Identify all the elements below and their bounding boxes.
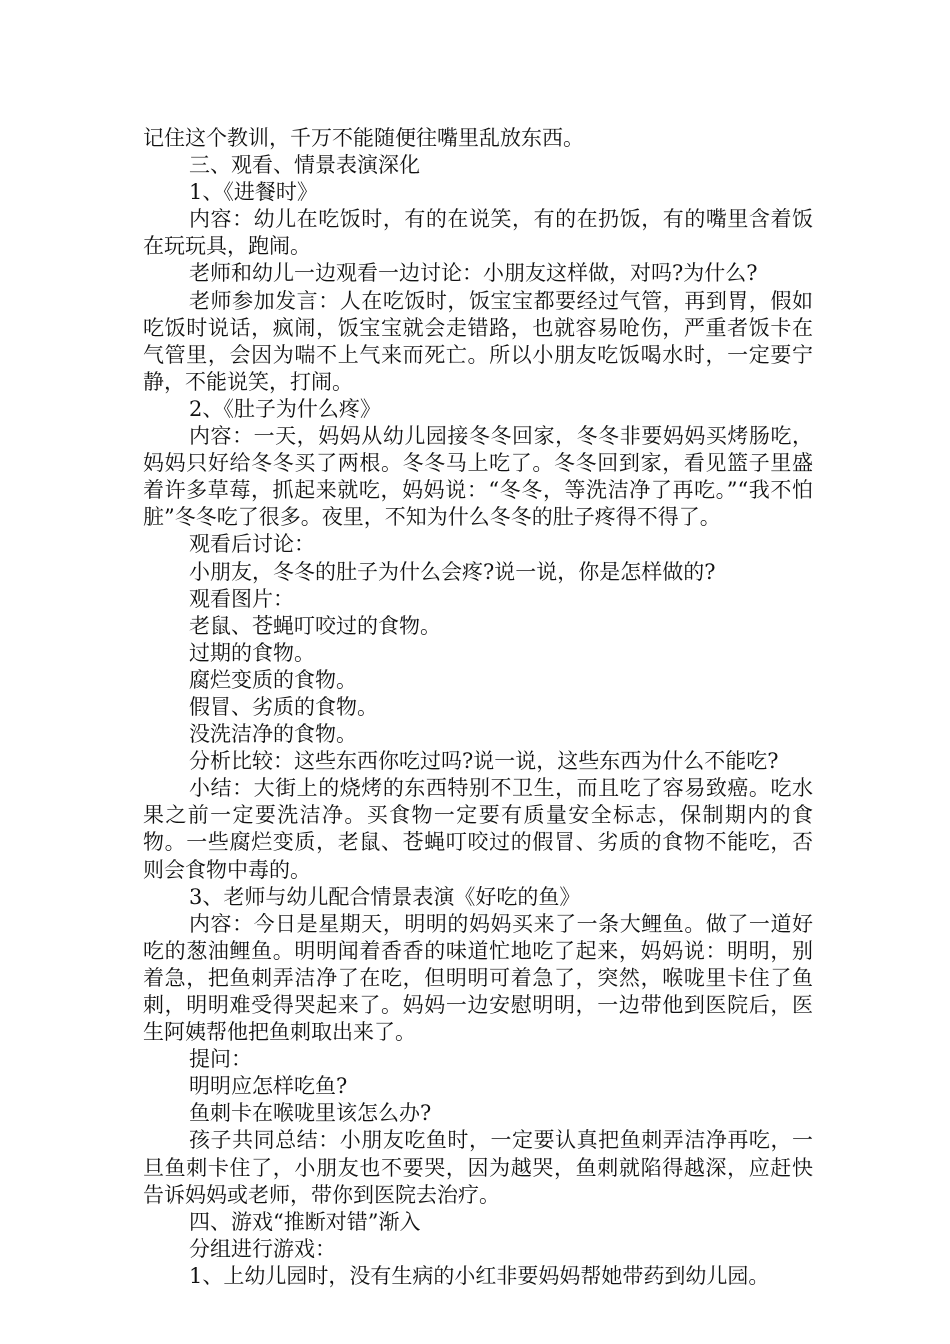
list-item: 过期的食物。	[189, 640, 315, 665]
list-item: 明明应怎样吃鱼?	[189, 1074, 348, 1099]
paragraph: 内容：一天，妈妈从幼儿园接冬冬回家，冬冬非要妈妈买烤肠吃，妈妈只好给冬冬买了两根。冬冬马上吃了。冬冬回到家，看见篮子里盛着许多草莓，抓起来就吃，妈妈说：“冬冬，等洗洁净了再吃。”“我不怕脏”冬冬吃了很多。夜里，不知为什么冬冬的肚子疼得不得了。	[143, 424, 813, 530]
list-item: 没洗洁净的食物。	[189, 722, 357, 747]
paragraph: 老师和幼儿一边观看一边讨论：小朋友这样做，对吗?为什么?	[189, 261, 758, 286]
paragraph: 分析比较：这些东西你吃过吗?说一说，这些东西为什么不能吃?	[189, 749, 779, 774]
subsection-heading: 1、《进餐时》	[189, 180, 318, 205]
paragraph: 孩子共同总结：小朋友吃鱼时，一定要认真把鱼刺弄洁净再吃，一旦鱼刺卡住了，小朋友也不要哭，因为越哭，鱼刺就陷得越深，应赶快告诉妈妈或老师，带你到医院去治疗。	[143, 1128, 813, 1207]
subsection-heading: 3、老师与幼儿配合情景表演《好吃的鱼》	[189, 884, 581, 909]
subsection-heading: 2、《肚子为什么疼》	[189, 396, 381, 421]
list-item: 老鼠、苍蝇叮咬过的食物。	[189, 613, 441, 638]
section-heading: 三、观看、情景表演深化	[189, 153, 420, 178]
paragraph: 小朋友，冬冬的肚子为什么会疼?说一说，你是怎样做的?	[189, 559, 716, 584]
paragraph: 观看后讨论：	[189, 532, 315, 557]
paragraph: 老师参加发言：人在吃饭时，饭宝宝都要经过气管，再到胃，假如吃饭时说话，疯闹，饭宝宝就会走错路，也就容易呛伤，严重者饭卡在气管里，会因为喘不上气来而死亡。所以小朋友吃饭喝水时，一定要宁静，不能说笑，打闹。	[143, 288, 813, 394]
paragraph: 内容：今日是星期天，明明的妈妈买来了一条大鲤鱼。做了一道好吃的葱油鲤鱼。明明闻着香香的味道忙地吃了起来，妈妈说：明明，别着急，把鱼刺弄洁净了在吃，但明明可着急了，突然，喉咙里卡住了鱼刺，明明难受得哭起来了。妈妈一边安慰明明，一边带他到医院后，医生阿姨帮他把鱼刺取出来了。	[143, 911, 813, 1045]
paragraph: 小结：大街上的烧烤的东西特别不卫生，而且吃了容易致癌。吃水果之前一定要洗洁净。买食物一定要有质量安全标志，保制期内的食物。一些腐烂变质，老鼠、苍蝇叮咬过的假冒、劣质的食物不能吃，否则会食物中毒的。	[143, 776, 813, 882]
list-item: 1、上幼儿园时，没有生病的小红非要妈妈帮她带药到幼儿园。	[189, 1263, 770, 1288]
list-item: 鱼刺卡在喉咙里该怎么办?	[189, 1101, 432, 1126]
paragraph: 观看图片：	[189, 586, 294, 611]
paragraph: 记住这个教训，千万不能随便往嘴里乱放东西。	[143, 126, 584, 150]
paragraph: 内容：幼儿在吃饭时，有的在说笑，有的在扔饭，有的嘴里含着饭在玩玩具，跑闹。	[143, 207, 813, 259]
list-item: 假冒、劣质的食物。	[189, 694, 378, 719]
paragraph: 提问：	[189, 1047, 252, 1072]
document-body	[143, 125, 813, 1290]
paragraph: 分组进行游戏：	[189, 1236, 336, 1261]
section-heading: 四、游戏“推断对错”渐入	[189, 1209, 421, 1234]
list-item: 腐烂变质的食物。	[189, 667, 357, 692]
